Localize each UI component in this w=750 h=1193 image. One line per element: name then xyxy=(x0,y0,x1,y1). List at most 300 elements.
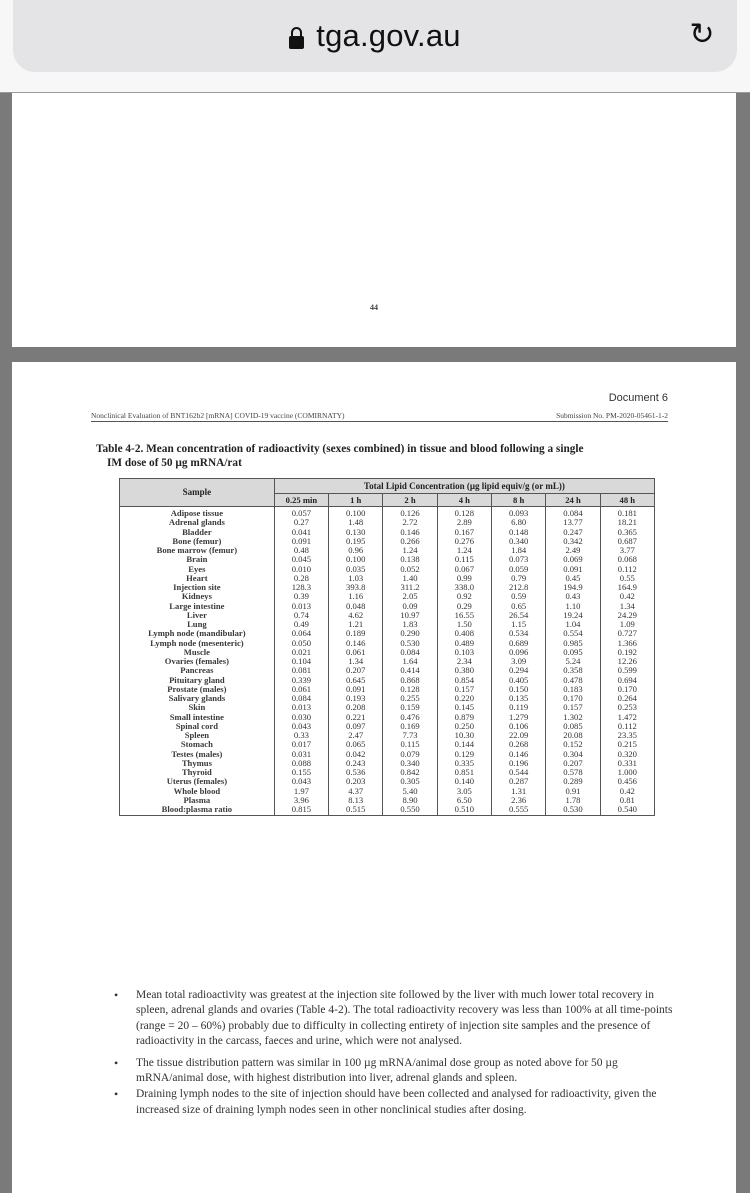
concentration-value: 0.33 xyxy=(274,731,328,740)
concentration-value: 0.128 xyxy=(383,685,437,694)
table-caption xyxy=(96,442,676,470)
reload-icon[interactable]: ↻ xyxy=(689,17,715,52)
concentration-value: 0.052 xyxy=(383,565,437,574)
sample-name: Thyroid xyxy=(120,768,275,777)
bullet-text: Draining lymph nodes to the site of injection should have been collected and analysed for radioactivity, given the increased size of draining lymph nodes seen in other nonclinical studies after dosing. xyxy=(136,1088,657,1116)
concentration-value: 0.193 xyxy=(329,694,383,703)
concentration-value: 0.115 xyxy=(437,555,491,564)
concentration-value: 0.031 xyxy=(274,750,328,759)
concentration-value: 0.048 xyxy=(329,602,383,611)
concentration-value: 0.155 xyxy=(274,768,328,777)
concentration-value: 0.129 xyxy=(437,750,491,759)
sample-name: Lung xyxy=(120,620,275,629)
concentration-value: 0.207 xyxy=(546,759,600,768)
concentration-value: 0.854 xyxy=(437,676,491,685)
concentration-value: 0.91 xyxy=(546,787,600,796)
concentration-value: 0.43 xyxy=(546,592,600,601)
concentration-value: 0.243 xyxy=(329,759,383,768)
concentration-value: 0.985 xyxy=(546,639,600,648)
concentration-value: 16.55 xyxy=(437,611,491,620)
concentration-value: 0.294 xyxy=(492,666,546,675)
running-header xyxy=(91,407,668,422)
concentration-value: 6.50 xyxy=(437,796,491,805)
concentration-value: 0.28 xyxy=(274,574,328,583)
concentration-value: 0.126 xyxy=(383,507,437,519)
concentration-value: 0.476 xyxy=(383,713,437,722)
sample-name: Large intestine xyxy=(120,602,275,611)
concentration-value: 0.097 xyxy=(329,722,383,731)
concentration-value: 3.77 xyxy=(600,546,654,555)
concentration-value: 0.380 xyxy=(437,666,491,675)
sample-name: Brain xyxy=(120,555,275,564)
finding-bullet xyxy=(108,1056,688,1087)
concentration-value: 0.079 xyxy=(383,750,437,759)
concentration-value: 0.540 xyxy=(600,805,654,816)
concentration-value: 0.478 xyxy=(546,676,600,685)
concentration-value: 0.061 xyxy=(329,648,383,657)
concentration-value: 0.694 xyxy=(600,676,654,685)
concentration-value: 0.043 xyxy=(274,722,328,731)
concentration-value: 0.74 xyxy=(274,611,328,620)
concentration-value: 0.727 xyxy=(600,629,654,638)
concentration-value: 0.09 xyxy=(383,602,437,611)
concentration-value: 0.146 xyxy=(492,750,546,759)
concentration-value: 0.81 xyxy=(600,796,654,805)
sample-name: Prostate (males) xyxy=(120,685,275,694)
sample-name: Ovaries (females) xyxy=(120,657,275,666)
concentration-value: 0.414 xyxy=(383,666,437,675)
concentration-value: 0.92 xyxy=(437,592,491,601)
concentration-value: 0.064 xyxy=(274,629,328,638)
concentration-value: 0.550 xyxy=(383,805,437,816)
concentration-value: 0.084 xyxy=(383,648,437,657)
concentration-value: 1.97 xyxy=(274,787,328,796)
sample-name: Heart xyxy=(120,574,275,583)
concentration-value: 0.119 xyxy=(492,703,546,712)
sample-name: Skin xyxy=(120,703,275,712)
concentration-value: 0.99 xyxy=(437,574,491,583)
url-domain[interactable]: tga.gov.au xyxy=(316,18,461,53)
concentration-value: 1.24 xyxy=(383,546,437,555)
browser-toolbar xyxy=(0,0,750,93)
group-header: Total Lipid Concentration (µg lipid equiv/g (or mL)) xyxy=(274,479,654,494)
concentration-value: 0.868 xyxy=(383,676,437,685)
concentration-value: 1.09 xyxy=(600,620,654,629)
concentration-value: 3.96 xyxy=(274,796,328,805)
concentration-value: 0.39 xyxy=(274,592,328,601)
concentration-value: 0.554 xyxy=(546,629,600,638)
concentration-value: 0.534 xyxy=(492,629,546,638)
sample-name: Plasma xyxy=(120,796,275,805)
concentration-value: 0.093 xyxy=(492,507,546,519)
concentration-value: 0.196 xyxy=(492,759,546,768)
concentration-value: 0.331 xyxy=(600,759,654,768)
bullet-text: Mean total radioactivity was greatest at the injection site followed by the liver with much lower total recovery in spleen, adrenal glands and ovaries (Table 4-2). The total radioactivity recovery was less than 100% at all time-points (range = 20 – 60%) probably due to difficulty in collecting entirety of injection site samples and the presence of radioactivity in the carcass, faeces and urine, which were not analysed. xyxy=(136,989,673,1048)
concentration-value: 0.084 xyxy=(546,507,600,519)
concentration-value: 0.65 xyxy=(492,602,546,611)
concentration-value: 0.207 xyxy=(329,666,383,675)
concentration-value: 0.084 xyxy=(274,694,328,703)
concentration-value: 1.34 xyxy=(329,657,383,666)
concentration-value: 8.90 xyxy=(383,796,437,805)
sample-name: Adipose tissue xyxy=(120,507,275,519)
concentration-value: 0.103 xyxy=(437,648,491,657)
concentration-value: 0.067 xyxy=(437,565,491,574)
concentration-value: 0.183 xyxy=(546,685,600,694)
concentration-value: 0.599 xyxy=(600,666,654,675)
concentration-value: 0.530 xyxy=(383,639,437,648)
concentration-value: 0.059 xyxy=(492,565,546,574)
concentration-value: 0.170 xyxy=(600,685,654,694)
sample-header: Sample xyxy=(120,479,275,507)
concentration-value: 0.55 xyxy=(600,574,654,583)
concentration-value: 1.04 xyxy=(546,620,600,629)
concentration-value: 0.340 xyxy=(492,537,546,546)
concentration-value: 1.279 xyxy=(492,713,546,722)
concentration-value: 0.181 xyxy=(600,507,654,519)
bullet-text: The tissue distribution pattern was similar in 100 µg mRNA/animal dose group as noted above for 50 µg mRNA/animal dose, with highest distribution into liver, adrenal glands and spleen. xyxy=(136,1056,618,1085)
concentration-value: 1.21 xyxy=(329,620,383,629)
concentration-value: 0.091 xyxy=(274,537,328,546)
concentration-value: 0.879 xyxy=(437,713,491,722)
concentration-value: 0.42 xyxy=(600,592,654,601)
finding-bullet xyxy=(108,988,688,1050)
time-header: 4 h xyxy=(437,494,491,507)
concentration-value: 23.35 xyxy=(600,731,654,740)
concentration-value: 0.073 xyxy=(492,555,546,564)
concentration-value: 18.21 xyxy=(600,518,654,527)
concentration-value: 0.061 xyxy=(274,685,328,694)
concentration-value: 0.035 xyxy=(329,565,383,574)
concentration-value: 0.340 xyxy=(383,759,437,768)
concentration-value: 0.687 xyxy=(600,537,654,546)
concentration-value: 0.128 xyxy=(437,507,491,519)
concentration-value: 0.057 xyxy=(274,507,328,519)
document-label: Document 6 xyxy=(608,392,668,404)
concentration-value: 0.48 xyxy=(274,546,328,555)
concentration-value: 338.0 xyxy=(437,583,491,592)
concentration-value: 0.289 xyxy=(546,777,600,786)
concentration-value: 0.335 xyxy=(437,759,491,768)
concentration-value: 20.08 xyxy=(546,731,600,740)
concentration-value: 1.40 xyxy=(383,574,437,583)
concentration-value: 0.106 xyxy=(492,722,546,731)
sample-name: Salivary glands xyxy=(120,694,275,703)
concentration-value: 0.208 xyxy=(329,703,383,712)
concentration-value: 0.157 xyxy=(546,703,600,712)
concentration-value: 212.8 xyxy=(492,583,546,592)
concentration-value: 2.89 xyxy=(437,518,491,527)
page-number: 44 xyxy=(370,303,378,312)
concentration-value: 0.320 xyxy=(600,750,654,759)
concentration-value: 0.030 xyxy=(274,713,328,722)
bullet-icon: • xyxy=(114,1055,119,1070)
concentration-value: 0.304 xyxy=(546,750,600,759)
concentration-value: 0.851 xyxy=(437,768,491,777)
concentration-value: 0.150 xyxy=(492,685,546,694)
concentration-value: 0.250 xyxy=(437,722,491,731)
findings-list xyxy=(108,988,688,1124)
concentration-value: 0.408 xyxy=(437,629,491,638)
concentration-value: 0.138 xyxy=(383,555,437,564)
sample-name: Injection site xyxy=(120,583,275,592)
sample-name: Adrenal glands xyxy=(120,518,275,527)
concentration-value: 0.268 xyxy=(492,740,546,749)
concentration-value: 2.47 xyxy=(329,731,383,740)
concentration-value: 0.146 xyxy=(383,528,437,537)
concentration-value: 0.100 xyxy=(329,507,383,519)
bullet-icon: • xyxy=(114,1087,119,1102)
concentration-value: 0.29 xyxy=(437,602,491,611)
concentration-value: 8.13 xyxy=(329,796,383,805)
concentration-value: 0.195 xyxy=(329,537,383,546)
concentration-value: 1.78 xyxy=(546,796,600,805)
concentration-value: 22.09 xyxy=(492,731,546,740)
time-header: 24 h xyxy=(546,494,600,507)
concentration-value: 2.05 xyxy=(383,592,437,601)
concentration-value: 0.157 xyxy=(437,685,491,694)
sample-name: Liver xyxy=(120,611,275,620)
concentration-value: 0.530 xyxy=(546,805,600,816)
sample-name: Bone (femur) xyxy=(120,537,275,546)
concentration-value: 2.34 xyxy=(437,657,491,666)
concentration-value: 1.16 xyxy=(329,592,383,601)
concentration-value: 0.45 xyxy=(546,574,600,583)
concentration-value: 0.215 xyxy=(600,740,654,749)
concentration-value: 24.29 xyxy=(600,611,654,620)
sample-name: Bone marrow (femur) xyxy=(120,546,275,555)
concentration-value: 0.013 xyxy=(274,602,328,611)
concentration-value: 0.287 xyxy=(492,777,546,786)
caption-line-1: Table 4-2. Mean concentration of radioactivity (sexes combined) in tissue and blood following a single xyxy=(96,443,584,455)
concentration-value: 10.97 xyxy=(383,611,437,620)
concentration-value: 0.192 xyxy=(600,648,654,657)
radioactivity-table xyxy=(119,478,655,816)
concentration-value: 164.9 xyxy=(600,583,654,592)
sample-name: Stomach xyxy=(120,740,275,749)
concentration-value: 393.8 xyxy=(329,583,383,592)
concentration-value: 0.189 xyxy=(329,629,383,638)
concentration-value: 0.405 xyxy=(492,676,546,685)
concentration-value: 0.342 xyxy=(546,537,600,546)
concentration-value: 0.068 xyxy=(600,555,654,564)
concentration-value: 0.339 xyxy=(274,676,328,685)
time-header: 2 h xyxy=(383,494,437,507)
concentration-value: 311.2 xyxy=(383,583,437,592)
concentration-value: 0.365 xyxy=(600,528,654,537)
concentration-value: 0.043 xyxy=(274,777,328,786)
concentration-value: 0.544 xyxy=(492,768,546,777)
concentration-value: 1.34 xyxy=(600,602,654,611)
concentration-value: 0.305 xyxy=(383,777,437,786)
concentration-value: 0.130 xyxy=(329,528,383,537)
concentration-value: 6.80 xyxy=(492,518,546,527)
concentration-value: 0.096 xyxy=(492,648,546,657)
concentration-value: 0.112 xyxy=(600,565,654,574)
concentration-value: 19.24 xyxy=(546,611,600,620)
concentration-value: 0.59 xyxy=(492,592,546,601)
concentration-value: 2.36 xyxy=(492,796,546,805)
sample-name: Bladder xyxy=(120,528,275,537)
sample-name: Testes (males) xyxy=(120,750,275,759)
finding-bullet xyxy=(108,1087,688,1118)
concentration-value: 0.010 xyxy=(274,565,328,574)
concentration-value: 0.140 xyxy=(437,777,491,786)
concentration-value: 0.645 xyxy=(329,676,383,685)
concentration-value: 0.578 xyxy=(546,768,600,777)
concentration-value: 13.77 xyxy=(546,518,600,527)
concentration-value: 0.065 xyxy=(329,740,383,749)
concentration-value: 0.221 xyxy=(329,713,383,722)
concentration-value: 0.220 xyxy=(437,694,491,703)
concentration-value: 0.42 xyxy=(600,787,654,796)
concentration-value: 0.042 xyxy=(329,750,383,759)
sample-name: Lymph node (mesenteric) xyxy=(120,639,275,648)
concentration-value: 0.152 xyxy=(546,740,600,749)
concentration-value: 0.081 xyxy=(274,666,328,675)
caption-line-2: IM dose of 50 µg mRNA/rat xyxy=(107,457,242,469)
concentration-value: 1.64 xyxy=(383,657,437,666)
sample-name: Blood:plasma ratio xyxy=(120,805,275,816)
concentration-value: 2.49 xyxy=(546,546,600,555)
concentration-value: 0.510 xyxy=(437,805,491,816)
concentration-value: 0.358 xyxy=(546,666,600,675)
concentration-value: 0.255 xyxy=(383,694,437,703)
concentration-value: 4.62 xyxy=(329,611,383,620)
time-header: 0.25 min xyxy=(274,494,328,507)
concentration-value: 0.085 xyxy=(546,722,600,731)
concentration-value: 1.366 xyxy=(600,639,654,648)
concentration-value: 194.9 xyxy=(546,583,600,592)
time-header: 48 h xyxy=(600,494,654,507)
sample-name: Uterus (females) xyxy=(120,777,275,786)
time-header: 1 h xyxy=(329,494,383,507)
header-title: Nonclinical Evaluation of BNT162b2 [mRNA] COVID-19 vaccine (COMIRNATY) xyxy=(91,411,345,420)
sample-name: Muscle xyxy=(120,648,275,657)
concentration-value: 0.247 xyxy=(546,528,600,537)
concentration-value: 1.48 xyxy=(329,518,383,527)
concentration-value: 0.169 xyxy=(383,722,437,731)
concentration-value: 0.49 xyxy=(274,620,328,629)
sample-name: Small intestine xyxy=(120,713,275,722)
concentration-value: 0.456 xyxy=(600,777,654,786)
concentration-value: 0.069 xyxy=(546,555,600,564)
sample-name: Pancreas xyxy=(120,666,275,675)
submission-number: Submission No. PM-2020-05461-1-2 xyxy=(556,411,668,420)
concentration-value: 2.72 xyxy=(383,518,437,527)
sample-name: Spinal cord xyxy=(120,722,275,731)
concentration-value: 1.83 xyxy=(383,620,437,629)
concentration-value: 0.253 xyxy=(600,703,654,712)
concentration-value: 3.05 xyxy=(437,787,491,796)
sample-name: Spleen xyxy=(120,731,275,740)
sample-name: Eyes xyxy=(120,565,275,574)
concentration-value: 0.115 xyxy=(383,740,437,749)
concentration-value: 0.091 xyxy=(329,685,383,694)
concentration-value: 0.088 xyxy=(274,759,328,768)
lock-icon xyxy=(289,27,304,49)
pdf-page-45 xyxy=(12,362,736,1193)
concentration-value: 0.013 xyxy=(274,703,328,712)
concentration-value: 7.73 xyxy=(383,731,437,740)
concentration-value: 5.24 xyxy=(546,657,600,666)
concentration-value: 0.290 xyxy=(383,629,437,638)
concentration-value: 0.815 xyxy=(274,805,328,816)
concentration-value: 0.842 xyxy=(383,768,437,777)
concentration-value: 3.09 xyxy=(492,657,546,666)
sample-name: Lymph node (mandibular) xyxy=(120,629,275,638)
concentration-value: 1.15 xyxy=(492,620,546,629)
concentration-value: 0.021 xyxy=(274,648,328,657)
concentration-value: 0.095 xyxy=(546,648,600,657)
concentration-value: 0.689 xyxy=(492,639,546,648)
concentration-value: 26.54 xyxy=(492,611,546,620)
concentration-value: 0.112 xyxy=(600,722,654,731)
concentration-value: 1.24 xyxy=(437,546,491,555)
concentration-value: 0.159 xyxy=(383,703,437,712)
concentration-value: 0.045 xyxy=(274,555,328,564)
concentration-value: 0.146 xyxy=(329,639,383,648)
concentration-value: 128.3 xyxy=(274,583,328,592)
concentration-value: 5.40 xyxy=(383,787,437,796)
concentration-value: 0.145 xyxy=(437,703,491,712)
concentration-value: 1.472 xyxy=(600,713,654,722)
concentration-value: 0.489 xyxy=(437,639,491,648)
time-header: 8 h xyxy=(492,494,546,507)
concentration-value: 0.148 xyxy=(492,528,546,537)
concentration-value: 0.091 xyxy=(546,565,600,574)
concentration-value: 0.264 xyxy=(600,694,654,703)
concentration-value: 0.041 xyxy=(274,528,328,537)
concentration-value: 1.000 xyxy=(600,768,654,777)
concentration-value: 0.170 xyxy=(546,694,600,703)
concentration-value: 0.100 xyxy=(329,555,383,564)
sample-name: Pituitary gland xyxy=(120,676,275,685)
sample-name: Kidneys xyxy=(120,592,275,601)
concentration-value: 0.050 xyxy=(274,639,328,648)
concentration-value: 0.017 xyxy=(274,740,328,749)
concentration-value: 1.10 xyxy=(546,602,600,611)
concentration-value: 0.27 xyxy=(274,518,328,527)
concentration-value: 1.84 xyxy=(492,546,546,555)
concentration-value: 0.266 xyxy=(383,537,437,546)
concentration-value: 0.104 xyxy=(274,657,328,666)
table-row xyxy=(120,805,655,816)
concentration-value: 0.96 xyxy=(329,546,383,555)
pdf-page-44 xyxy=(12,93,736,347)
concentration-value: 0.555 xyxy=(492,805,546,816)
concentration-value: 12.26 xyxy=(600,657,654,666)
concentration-value: 1.50 xyxy=(437,620,491,629)
sample-name: Whole blood xyxy=(120,787,275,796)
concentration-value: 10.30 xyxy=(437,731,491,740)
concentration-value: 4.37 xyxy=(329,787,383,796)
concentration-value: 0.79 xyxy=(492,574,546,583)
concentration-value: 0.167 xyxy=(437,528,491,537)
concentration-value: 0.203 xyxy=(329,777,383,786)
concentration-value: 1.302 xyxy=(546,713,600,722)
concentration-value: 0.144 xyxy=(437,740,491,749)
address-bar[interactable] xyxy=(13,0,737,72)
concentration-value: 0.135 xyxy=(492,694,546,703)
concentration-value: 1.03 xyxy=(329,574,383,583)
bullet-icon: • xyxy=(114,988,119,1002)
concentration-value: 1.31 xyxy=(492,787,546,796)
concentration-value: 0.515 xyxy=(329,805,383,816)
sample-name: Thymus xyxy=(120,759,275,768)
concentration-value: 0.276 xyxy=(437,537,491,546)
concentration-value: 0.536 xyxy=(329,768,383,777)
